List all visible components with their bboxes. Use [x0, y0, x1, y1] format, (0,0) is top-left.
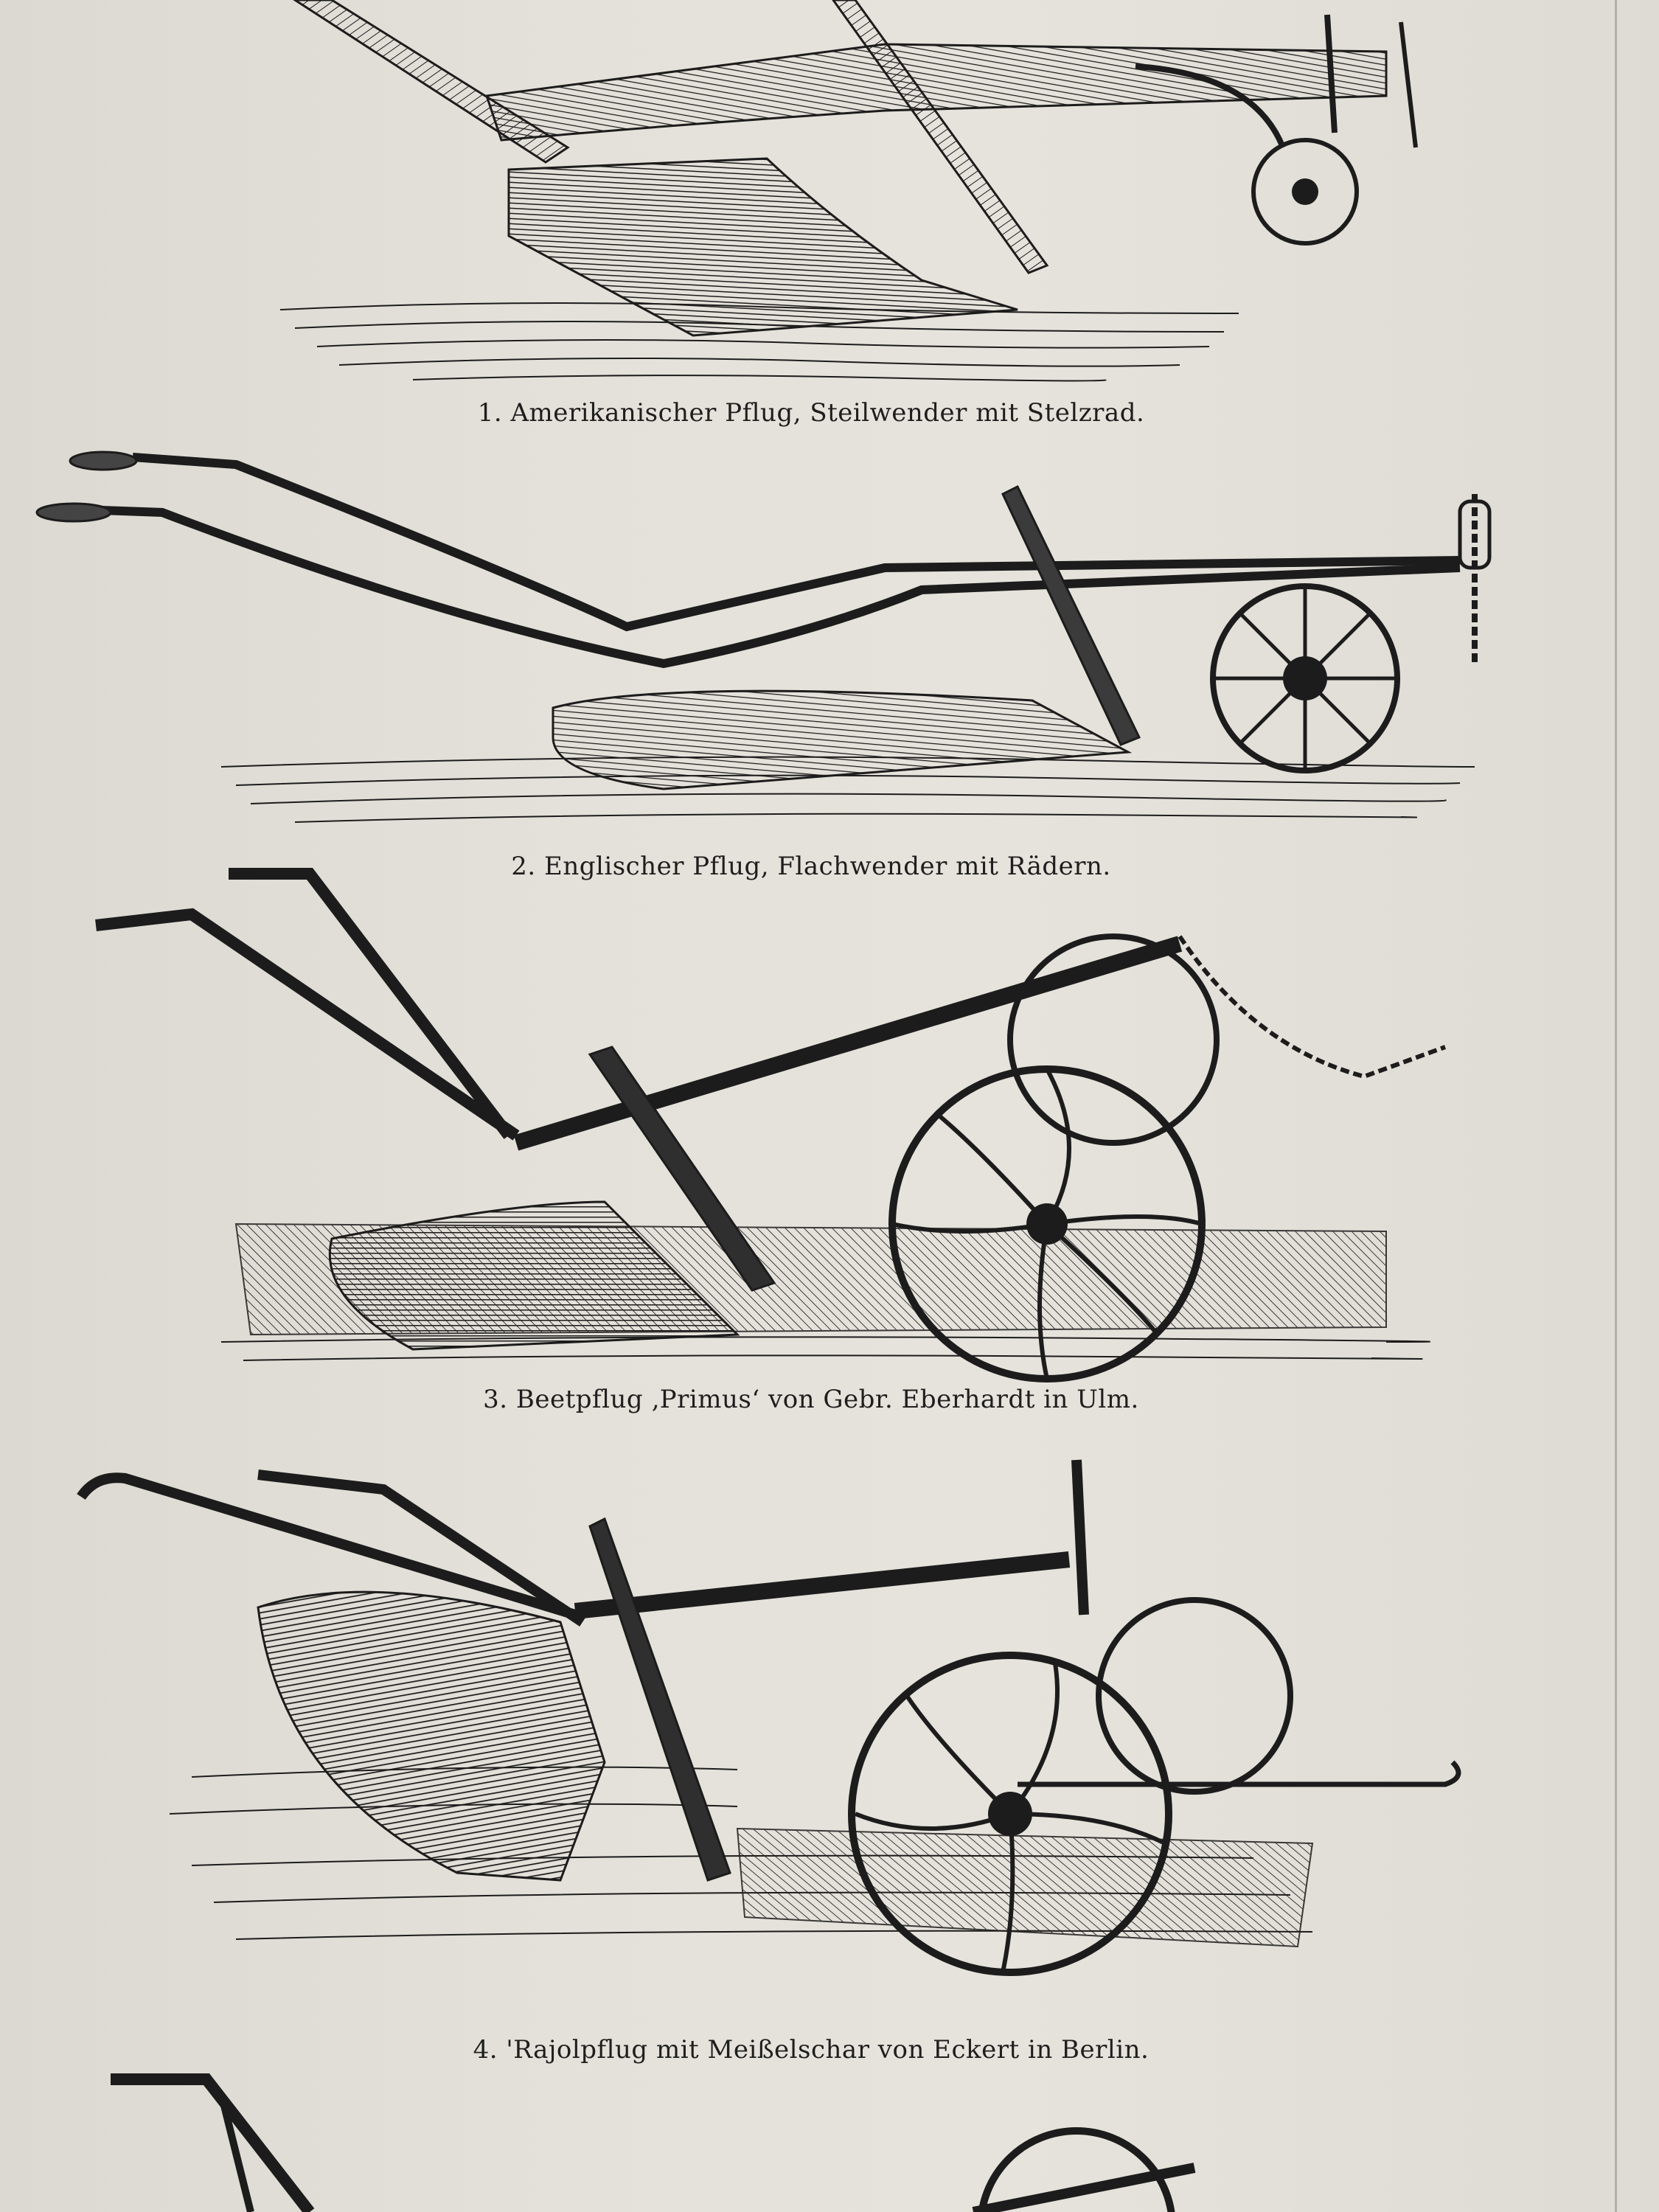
figure-4-engraving [0, 1430, 1622, 2035]
figure-1-engraving [0, 0, 1622, 398]
figure-2-engraving [0, 442, 1622, 855]
figure-3-caption: 3. Beetpflug ‚Primus‘ von Gebr. Eberhardt in Ulm. [483, 1385, 1139, 1414]
figure-4-rajol-plough [0, 1430, 1622, 2079]
figure-1-american-plough [0, 0, 1622, 428]
figure-5-engraving [0, 2065, 1622, 2212]
figure-1-caption: 1. Amerikanischer Pflug, Steilwender mit Stelzrad. [477, 398, 1145, 428]
figure-3-primus-plough [0, 855, 1622, 1430]
figure-4-caption: 4. 'Rajolpflug mit Meißelschar von Eckert in Berlin. [473, 2035, 1150, 2065]
figure-5-partial-plough [0, 2065, 1622, 2212]
figure-2-caption: 2. Englischer Pflug, Flachwender mit Rädern. [511, 852, 1111, 881]
figure-3-engraving [0, 855, 1622, 1386]
figure-2-english-plough [0, 442, 1622, 914]
